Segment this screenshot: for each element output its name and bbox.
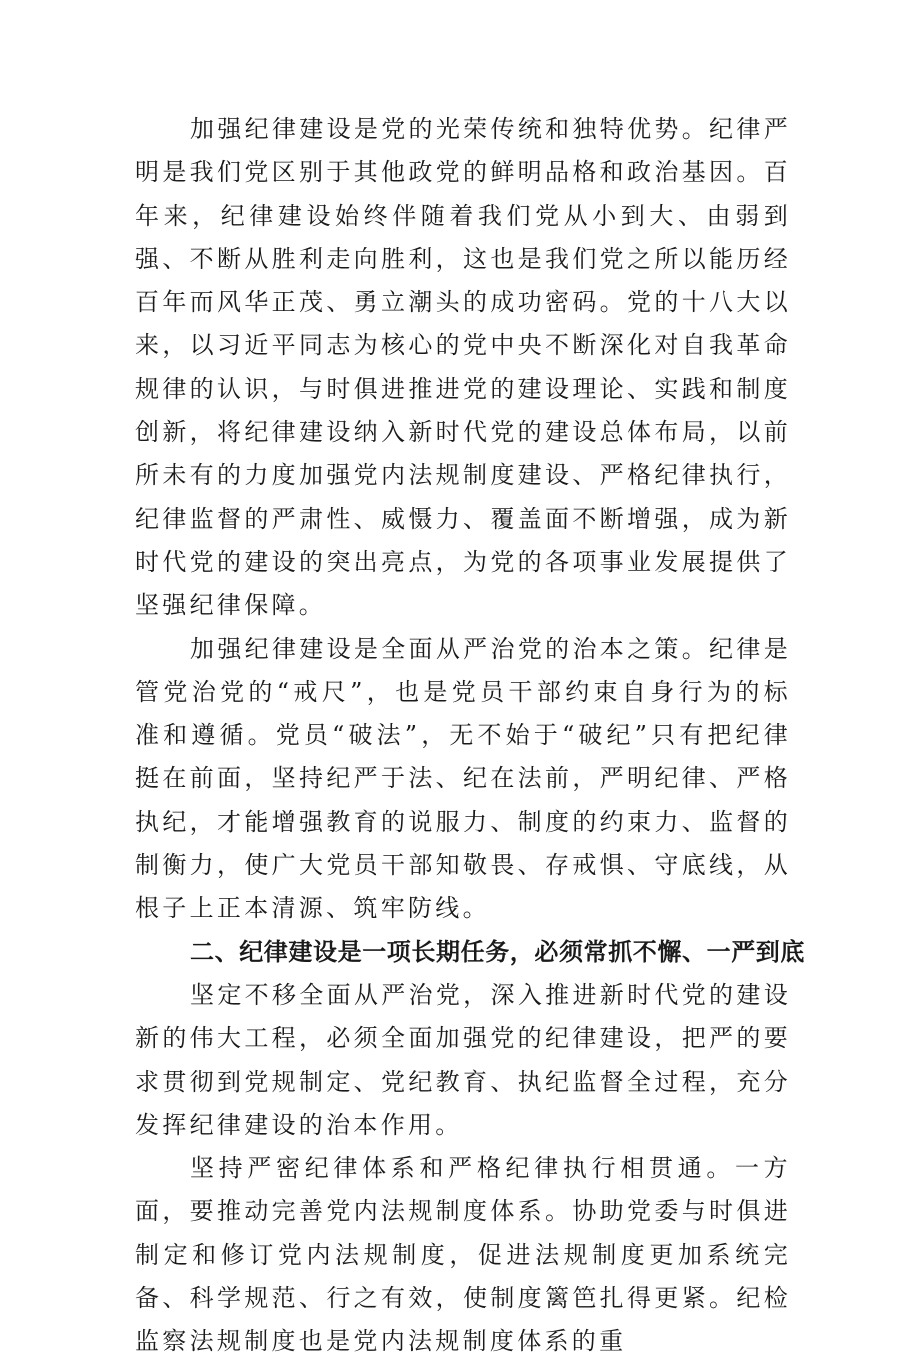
paragraph-discipline-root-policy: 加强纪律建设是全面从严治党的治本之策。纪律是管党治党的“戒尺”，也是党员干部约束自身行为的标准和遵循。党员“破法”，无不始于“破纪”只有把纪律挺在前面，坚持纪严于法、纪在法前，严明纪律、严格执纪，才能增强教育的说服力、制度的约束力、监督的制衡力，使广大党员干部知敬畏、存戒惧、守底线，从根子上正本清源、筑牢防线。 [135, 634, 791, 923]
section-heading-two: 二、纪律建设是一项长期任务，必须常抓不懈、一严到底 [190, 937, 805, 966]
document-body [135, 108, 805, 1364]
paragraph-strict-governance: 坚定不移全面从严治党，深入推进新时代党的建设新的伟大工程，必须全面加强党的纪律建设，把严的要求贯彻到党规制定、党纪教育、执纪监督全过程，充分发挥纪律建设的治本作用。 [135, 980, 791, 1139]
paragraph-system-and-enforcement: 坚持严密纪律体系和严格纪律执行相贯通。一方面，要推动完善党内法规制度体系。协助党委与时俱进制定和修订党内法规制度，促进法规制度更加系统完备、科学规范、行之有效，使制度篱笆扎得更紧。纪检监察法规制度也是党内法规制度体系的重 [135, 1154, 791, 1356]
paragraph-discipline-tradition: 加强纪律建设是党的光荣传统和独特优势。纪律严明是我们党区别于其他政党的鲜明品格和政治基因。百年来，纪律建设始终伴随着我们党从小到大、由弱到强、不断从胜利走向胜利，这也是我们党之所以能历经百年而风华正茂、勇立潮头的成功密码。党的十八大以来，以习近平同志为核心的党中央不断深化对自我革命规律的认识，与时俱进推进党的建设理论、实践和制度创新，将纪律建设纳入新时代党的建设总体布局，以前所未有的力度加强党内法规制度建设、严格纪律执行，纪律监督的严肃性、威慑力、覆盖面不断增强，成为新时代党的建设的突出亮点，为党的各项事业发展提供了坚强纪律保障。 [135, 115, 791, 620]
